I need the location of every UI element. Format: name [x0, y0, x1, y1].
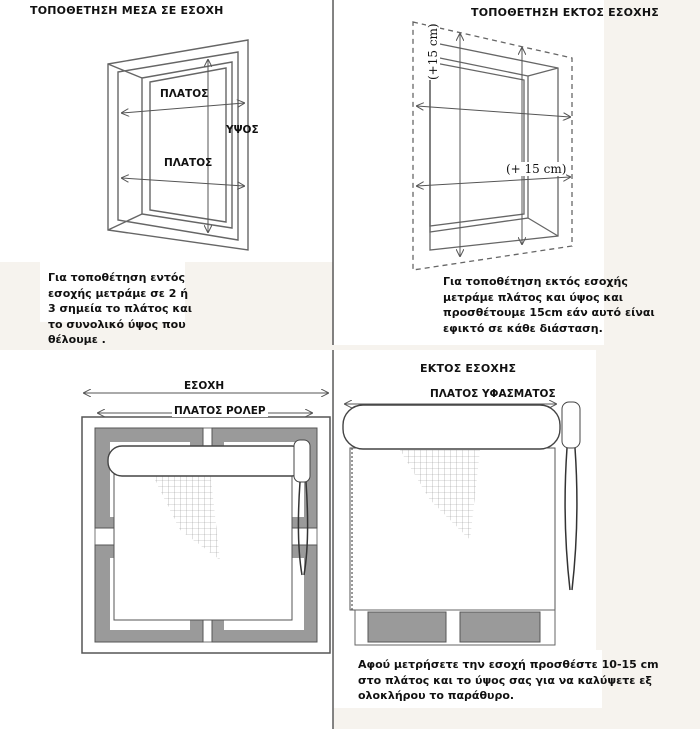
- label-width-extra: (+ 15 cm): [506, 162, 567, 176]
- title-outside-recess: ΤΟΠΟΘΕΤΗΣΗ ΕΚΤΟΣ ΕΣΟΧΗΣ: [471, 6, 659, 19]
- label-height-extra: (+15 cm): [426, 23, 440, 80]
- note-outside-recess: Για τοποθέτηση εκτός εσοχής μετράμε πλάτος και ύψος και προσθέτουμε 15cm εάν αυτό είναι εφικτό σε κάθε διάσταση.: [443, 275, 655, 335]
- window-inside-recess: [108, 40, 248, 250]
- title-roller-outside: ΕΚΤΟΣ ΕΣΟΧΗΣ: [420, 362, 517, 375]
- label-roller-width: ΠΛΑΤΟΣ ΡΟΛΕΡ: [174, 405, 266, 417]
- roller-in-recess-drawing: [82, 393, 330, 653]
- note-inside-recess: Για τοποθέτηση εντός εσοχής μετράμε σε 2 ή 3 σημεία το πλάτος και το συνολικό ύψος που θέλουμε .: [48, 271, 192, 346]
- note-roller-outside: Αφού μετρήσετε την εσοχή προσθέστε 10-15 cm στο πλάτος και το ύψος σας για να καλύψετε εξ ολοκλήρου το παράθυρο.: [358, 658, 659, 702]
- roller-outside-recess-drawing: [343, 402, 580, 645]
- title-inside-recess: ΤΟΠΟΘΕΤΗΣΗ ΜΕΣΑ ΣΕ ΕΣΟΧΗ: [30, 4, 224, 17]
- label-fabric-width: ΠΛΑΤΟΣ ΥΦΑΣΜΑΤΟΣ: [430, 388, 556, 400]
- label-width: ΠΛΑΤΟΣ: [164, 157, 213, 169]
- label-recess: ΕΣΟΧΗ: [184, 380, 225, 392]
- label-height: ΥΨΟΣ: [226, 124, 259, 136]
- label-width: ΠΛΑΤΟΣ: [160, 88, 209, 100]
